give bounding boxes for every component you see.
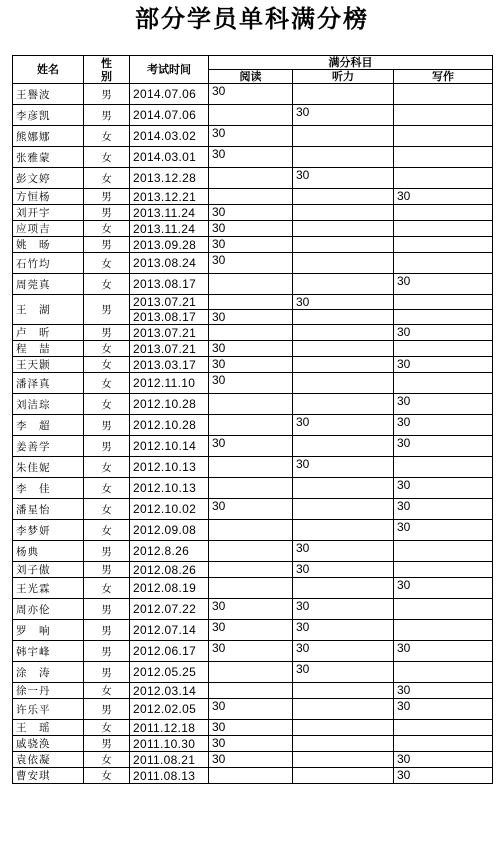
gender-cell: 女	[84, 578, 130, 599]
table-body	[13, 84, 493, 784]
listening-score-cell: 30	[293, 415, 394, 436]
exam-date-cell: 2012.11.10	[130, 373, 209, 394]
listening-score-cell	[293, 683, 394, 699]
student-name-cell: 熊娜娜	[13, 126, 84, 147]
reading-score-cell	[209, 325, 293, 341]
reading-score-cell: 30	[209, 699, 293, 720]
writing-score-cell	[394, 373, 493, 394]
header-listening: 听力	[293, 70, 394, 84]
gender-cell: 男	[84, 641, 130, 662]
gender-cell: 女	[84, 478, 130, 499]
listening-score-cell	[293, 253, 394, 274]
reading-score-cell: 30	[209, 341, 293, 357]
student-name-cell: 潘星怡	[13, 499, 84, 520]
student-name-cell: 李彦凯	[13, 105, 84, 126]
table-row	[13, 189, 493, 205]
table-row	[13, 562, 493, 578]
gender-cell: 男	[84, 620, 130, 641]
writing-score-cell	[394, 620, 493, 641]
listening-score-cell	[293, 310, 394, 325]
listening-score-cell: 30	[293, 295, 394, 310]
student-name-cell: 周亦伦	[13, 599, 84, 620]
student-name-cell: 姚 旸	[13, 237, 84, 253]
full-score-table	[12, 55, 493, 784]
listening-score-cell	[293, 720, 394, 736]
gender-cell: 男	[84, 562, 130, 578]
reading-score-cell: 30	[209, 736, 293, 752]
student-name-cell: 石竹均	[13, 253, 84, 274]
reading-score-cell: 30	[209, 310, 293, 325]
reading-score-cell	[209, 578, 293, 599]
writing-score-cell	[394, 720, 493, 736]
exam-date-cell: 2013.08.17	[130, 274, 209, 295]
table-row	[13, 541, 493, 562]
student-name-cell: 卢 昕	[13, 325, 84, 341]
table-row	[13, 752, 493, 768]
writing-score-cell: 30	[394, 752, 493, 768]
table-header	[13, 56, 493, 84]
reading-score-cell	[209, 168, 293, 189]
writing-score-cell	[394, 237, 493, 253]
reading-score-cell: 30	[209, 221, 293, 237]
gender-cell: 男	[84, 205, 130, 221]
writing-score-cell: 30	[394, 357, 493, 373]
listening-score-cell: 30	[293, 105, 394, 126]
table-row	[13, 126, 493, 147]
exam-date-cell: 2011.12.18	[130, 720, 209, 736]
gender-cell: 男	[84, 662, 130, 683]
student-name-cell: 王譽波	[13, 84, 84, 105]
student-name-cell: 姜善学	[13, 436, 84, 457]
listening-score-cell	[293, 578, 394, 599]
exam-date-cell: 2012.02.05	[130, 699, 209, 720]
table-row	[13, 662, 493, 683]
student-name-cell: 刘开宇	[13, 205, 84, 221]
student-name-cell: 曹安琪	[13, 768, 84, 784]
student-name-cell: 罗 响	[13, 620, 84, 641]
gender-cell: 男	[84, 105, 130, 126]
exam-date-cell: 2014.07.06	[130, 105, 209, 126]
student-name-cell: 应项吉	[13, 221, 84, 237]
writing-score-cell: 30	[394, 520, 493, 541]
gender-cell: 女	[84, 168, 130, 189]
student-name-cell: 朱佳妮	[13, 457, 84, 478]
gender-cell: 男	[84, 736, 130, 752]
exam-date-cell: 2012.10.02	[130, 499, 209, 520]
exam-date-cell: 2012.03.14	[130, 683, 209, 699]
table-row	[13, 415, 493, 436]
gender-cell: 女	[84, 221, 130, 237]
exam-date-cell: 2012.09.08	[130, 520, 209, 541]
writing-score-cell	[394, 457, 493, 478]
writing-score-cell: 30	[394, 189, 493, 205]
listening-score-cell	[293, 768, 394, 784]
table-row	[13, 274, 493, 295]
student-name-cell: 王天颢	[13, 357, 84, 373]
exam-date-cell: 2014.07.06	[130, 84, 209, 105]
writing-score-cell: 30	[394, 499, 493, 520]
header-reading: 阅读	[209, 70, 293, 84]
exam-date-cell: 2014.03.02	[130, 126, 209, 147]
exam-date-cell: 2013.11.24	[130, 221, 209, 237]
gender-cell: 女	[84, 126, 130, 147]
student-name-cell: 周莞真	[13, 274, 84, 295]
gender-cell: 女	[84, 147, 130, 168]
reading-score-cell: 30	[209, 373, 293, 394]
listening-score-cell: 30	[293, 562, 394, 578]
writing-score-cell: 30	[394, 436, 493, 457]
gender-cell: 女	[84, 341, 130, 357]
writing-score-cell	[394, 541, 493, 562]
exam-date-cell: 2012.08.26	[130, 562, 209, 578]
writing-score-cell: 30	[394, 325, 493, 341]
writing-score-cell	[394, 105, 493, 126]
writing-score-cell: 30	[394, 699, 493, 720]
gender-cell: 男	[84, 541, 130, 562]
student-name-cell: 李梦妍	[13, 520, 84, 541]
exam-date-cell: 2013.12.21	[130, 189, 209, 205]
reading-score-cell	[209, 520, 293, 541]
table-row	[13, 221, 493, 237]
exam-date-cell: 2012.07.14	[130, 620, 209, 641]
table-row	[13, 253, 493, 274]
gender-cell: 女	[84, 499, 130, 520]
student-name-cell: 李 超	[13, 415, 84, 436]
listening-score-cell	[293, 699, 394, 720]
table-row	[13, 394, 493, 415]
table-row	[13, 720, 493, 736]
listening-score-cell: 30	[293, 541, 394, 562]
table-row	[13, 499, 493, 520]
student-name-cell: 许乐平	[13, 699, 84, 720]
student-name-cell: 方恒杨	[13, 189, 84, 205]
writing-score-cell: 30	[394, 415, 493, 436]
student-name-cell: 袁依凝	[13, 752, 84, 768]
listening-score-cell: 30	[293, 662, 394, 683]
student-name-cell: 程 喆	[13, 341, 84, 357]
gender-cell: 女	[84, 720, 130, 736]
listening-score-cell	[293, 189, 394, 205]
listening-score-cell	[293, 436, 394, 457]
table-row	[13, 641, 493, 662]
gender-cell: 女	[84, 768, 130, 784]
student-name-cell: 韩宇峰	[13, 641, 84, 662]
reading-score-cell	[209, 683, 293, 699]
reading-score-cell	[209, 415, 293, 436]
table-row	[13, 237, 493, 253]
reading-score-cell	[209, 768, 293, 784]
writing-score-cell	[394, 205, 493, 221]
listening-score-cell	[293, 325, 394, 341]
gender-cell: 男	[84, 599, 130, 620]
student-name-cell: 戚骁涣	[13, 736, 84, 752]
exam-date-cell: 2012.8.26	[130, 541, 209, 562]
writing-score-cell	[394, 221, 493, 237]
listening-score-cell	[293, 394, 394, 415]
exam-date-cell: 2012.10.13	[130, 478, 209, 499]
gender-cell: 男	[84, 436, 130, 457]
reading-score-cell: 30	[209, 205, 293, 221]
reading-score-cell: 30	[209, 499, 293, 520]
exam-date-cell: 2013.07.21	[130, 341, 209, 357]
gender-cell: 男	[84, 325, 130, 341]
listening-score-cell	[293, 237, 394, 253]
listening-score-cell	[293, 84, 394, 105]
listening-score-cell	[293, 357, 394, 373]
reading-score-cell	[209, 274, 293, 295]
listening-score-cell: 30	[293, 457, 394, 478]
writing-score-cell	[394, 662, 493, 683]
exam-date-cell: 2012.10.14	[130, 436, 209, 457]
exam-date-cell: 2012.10.28	[130, 415, 209, 436]
table-row	[13, 325, 493, 341]
exam-date-cell: 2011.08.21	[130, 752, 209, 768]
reading-score-cell	[209, 295, 293, 310]
exam-date-cell: 2012.06.17	[130, 641, 209, 662]
gender-cell: 男	[84, 415, 130, 436]
reading-score-cell: 30	[209, 599, 293, 620]
exam-date-cell: 2013.07.21	[130, 295, 209, 310]
listening-score-cell	[293, 736, 394, 752]
exam-date-cell: 2012.08.19	[130, 578, 209, 599]
table-row	[13, 168, 493, 189]
listening-score-cell	[293, 221, 394, 237]
gender-cell: 女	[84, 274, 130, 295]
table-row	[13, 520, 493, 541]
listening-score-cell: 30	[293, 641, 394, 662]
reading-score-cell: 30	[209, 357, 293, 373]
reading-score-cell: 30	[209, 126, 293, 147]
writing-score-cell	[394, 147, 493, 168]
gender-cell: 男	[84, 699, 130, 720]
table-row	[13, 457, 493, 478]
reading-score-cell	[209, 105, 293, 126]
student-name-cell: 杨典	[13, 541, 84, 562]
listening-score-cell	[293, 274, 394, 295]
reading-score-cell	[209, 541, 293, 562]
listening-score-cell	[293, 147, 394, 168]
student-name-cell: 王光霖	[13, 578, 84, 599]
exam-date-cell: 2013.12.28	[130, 168, 209, 189]
table-row	[13, 683, 493, 699]
student-name-cell: 潘泽真	[13, 373, 84, 394]
gender-cell: 女	[84, 752, 130, 768]
table-row	[13, 736, 493, 752]
writing-score-cell: 30	[394, 768, 493, 784]
gender-cell: 女	[84, 683, 130, 699]
writing-score-cell	[394, 168, 493, 189]
exam-date-cell: 2011.10.30	[130, 736, 209, 752]
exam-date-cell: 2012.10.13	[130, 457, 209, 478]
exam-date-cell: 2013.03.17	[130, 357, 209, 373]
exam-date-cell: 2011.08.13	[130, 768, 209, 784]
header-gender	[84, 56, 130, 84]
table-row	[13, 478, 493, 499]
writing-score-cell: 30	[394, 394, 493, 415]
gender-cell: 女	[84, 253, 130, 274]
exam-date-cell: 2012.05.25	[130, 662, 209, 683]
student-name-cell: 张雅蒙	[13, 147, 84, 168]
exam-date-cell: 2013.07.21	[130, 325, 209, 341]
writing-score-cell	[394, 295, 493, 310]
listening-score-cell	[293, 205, 394, 221]
exam-date-cell: 2012.07.22	[130, 599, 209, 620]
reading-score-cell: 30	[209, 253, 293, 274]
gender-cell: 男	[84, 189, 130, 205]
writing-score-cell	[394, 736, 493, 752]
student-name-cell: 王 湖	[13, 295, 84, 325]
exam-date-cell: 2013.11.24	[130, 205, 209, 221]
header-exam-time: 考试时间	[130, 56, 209, 84]
reading-score-cell	[209, 562, 293, 578]
writing-score-cell	[394, 253, 493, 274]
table-row	[13, 699, 493, 720]
student-name-cell: 王 瑶	[13, 720, 84, 736]
exam-date-cell: 2014.03.01	[130, 147, 209, 168]
reading-score-cell: 30	[209, 620, 293, 641]
table-row	[13, 105, 493, 126]
writing-score-cell	[394, 310, 493, 325]
listening-score-cell	[293, 373, 394, 394]
student-name-cell: 李 佳	[13, 478, 84, 499]
table-row	[13, 768, 493, 784]
reading-score-cell: 30	[209, 752, 293, 768]
gender-cell: 男	[84, 84, 130, 105]
gender-cell: 女	[84, 520, 130, 541]
writing-score-cell	[394, 599, 493, 620]
writing-score-cell	[394, 341, 493, 357]
writing-score-cell: 30	[394, 478, 493, 499]
table-row	[13, 620, 493, 641]
writing-score-cell: 30	[394, 578, 493, 599]
writing-score-cell	[394, 84, 493, 105]
table-row	[13, 357, 493, 373]
gender-cell: 女	[84, 394, 130, 415]
listening-score-cell: 30	[293, 168, 394, 189]
reading-score-cell	[209, 189, 293, 205]
gender-cell: 男	[84, 295, 130, 325]
listening-score-cell	[293, 126, 394, 147]
header-gender-text: 性别	[101, 56, 112, 83]
listening-score-cell: 30	[293, 620, 394, 641]
student-name-cell: 刘子傲	[13, 562, 84, 578]
writing-score-cell: 30	[394, 641, 493, 662]
gender-cell: 男	[84, 237, 130, 253]
header-name: 姓名	[13, 56, 84, 84]
writing-score-cell	[394, 562, 493, 578]
table-row	[13, 205, 493, 221]
page-title: 部分学员单科满分榜	[135, 4, 369, 33]
reading-score-cell: 30	[209, 720, 293, 736]
exam-date-cell: 2012.10.28	[130, 394, 209, 415]
gender-cell: 女	[84, 373, 130, 394]
student-name-cell: 彭文婷	[13, 168, 84, 189]
reading-score-cell	[209, 457, 293, 478]
exam-date-cell: 2013.08.24	[130, 253, 209, 274]
reading-score-cell	[209, 662, 293, 683]
exam-date-cell: 2013.09.28	[130, 237, 209, 253]
writing-score-cell: 30	[394, 683, 493, 699]
reading-score-cell: 30	[209, 147, 293, 168]
table-row	[13, 599, 493, 620]
reading-score-cell: 30	[209, 84, 293, 105]
writing-score-cell: 30	[394, 274, 493, 295]
table-row	[13, 436, 493, 457]
student-name-cell: 涂 涛	[13, 662, 84, 683]
table-row	[13, 147, 493, 168]
listening-score-cell	[293, 478, 394, 499]
listening-score-cell	[293, 752, 394, 768]
table-row	[13, 373, 493, 394]
exam-date-cell: 2013.08.17	[130, 310, 209, 325]
header-writing: 写作	[394, 70, 493, 84]
student-name-cell: 徐一丹	[13, 683, 84, 699]
header-full-score-subjects: 满分科目	[209, 56, 493, 70]
listening-score-cell: 30	[293, 599, 394, 620]
table-row	[13, 295, 493, 310]
reading-score-cell	[209, 478, 293, 499]
student-name-cell: 刘洁琮	[13, 394, 84, 415]
reading-score-cell: 30	[209, 641, 293, 662]
table-row	[13, 84, 493, 105]
reading-score-cell: 30	[209, 436, 293, 457]
listening-score-cell	[293, 341, 394, 357]
gender-cell: 女	[84, 457, 130, 478]
reading-score-cell: 30	[209, 237, 293, 253]
writing-score-cell	[394, 126, 493, 147]
listening-score-cell	[293, 499, 394, 520]
table-row	[13, 578, 493, 599]
listening-score-cell	[293, 520, 394, 541]
gender-cell: 女	[84, 357, 130, 373]
reading-score-cell	[209, 394, 293, 415]
table-row	[13, 341, 493, 357]
